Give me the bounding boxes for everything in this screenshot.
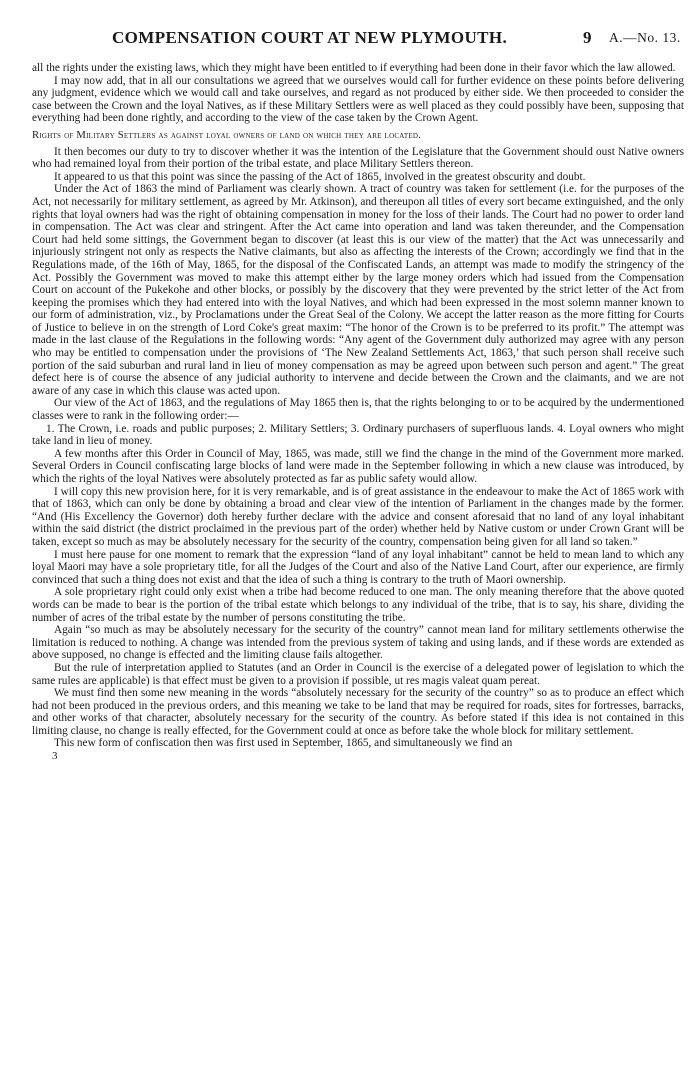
paragraph-7: A few months after this Order in Council of May, 1865, was made, still we find the change in the mind of the Government more marked. Several Orders in Council confiscating large blocks of land were made in the September following in which a new clause was introduced, by which the rights of the loyal Natives were absolutely protected as far as public safety would allow.: [32, 447, 684, 485]
paragraph-3: It then becomes our duty to try to discover whether it was the intention of the Legislature that the Government should oust Native owners who had remained loyal from their portion of the tribal estate, and place Military Settlers thereon.: [32, 145, 684, 171]
page-header: [0, 28, 700, 50]
paragraph-10: A sole proprietary right could only exist when a tribe had become reduced to one man. The only meaning therefore that the above quoted words can be made to bear is the portion of the tribal estate which belongs to any individual of the tribe, that is to say, his share, dividing the number of acres of the tribal estate by the number of persons constituting the tribe.: [32, 586, 684, 624]
paragraph-enumeration: 1. The Crown, i.e. roads and public purposes; 2. Military Settlers; 3. Ordinary purchasers of superfluous lands. 4. Loyal owners who might take land in lieu of money.: [32, 422, 684, 448]
section-heading: Rights of Military Settlers as against loyal owners of land on which they are located.: [32, 129, 422, 141]
paragraph-5: Under the Act of 1863 the mind of Parliament was clearly shown. A tract of country was taken for settlement (i.e. for the purposes of the Act, not necessarily for military settlement, as agreed by Mr. Atkinson), and thereupon all titles of every sort became extinguished, and the only rights that loyal owners had was the right of obtaining compensation in money for the loss of their lands. The Court had no power to order land in compensation. The Act was clear and stringent. After the Act came into operation and land was taken thereunder, and the Compensation Court had held some sittings, the Government began to discover (at least this is our view of the matter) that the Act was unnecessarily and injuriously stringent not only as respects the Native claimants, but also as affecting the interests of the Crown; accordingly we find that in the Regulations made, of the 16th of May, 1865, for the disposal of the Confiscated Lands, an attempt was made to modify the stringency of the Act. Possibly the Government was moved to make this attempt either by the large money orders which had issued from the Compensation Court on account of the Pukekohe and other blocks, or possibly by the discovery that they were prevented by the strict letter of the Act from keeping the promises which they had entered into with the loyal Natives, and which had been expressed in the most solemn manner known to our form of administration, viz., by Proclamations under the Great Seal of the Colony. We accept the latter reason as the more fitting for Courts of Justice to believe in on the strength of Lord Coke's great maxim: “The honor of the Crown is to be preferred to its profit.” The attempt was made in the last clause of the Regulations in the following words: “Any agent of the Government duly authorized may agree with any person who may be entitled to compensation under the provisions of ‘The New Zealand Settlements Act, 1863,’ that such person shall receive such portion of the said suburban and rural land in lieu of money compensation as may be agreed upon between such person and agent.” The great defect here is of course the absence of any judicial authority to intervene and decide between the Crown and the claimants, and we are not aware of any case in which this clause was acted upon.: [32, 183, 684, 397]
paragraph-13: We must find then some new meaning in the words “absolutely necessary for the security of the country” so as to produce an effect which had not been produced in the previous orders, and this meaning we take to be land that may be required for roads, sites for fortresses, barracks, and other works of that character, absolutely necessary for the security of the country. As before stated if this idea is not contained in this limiting clause, no change is really effected, for the Government could at once as before take the whole block for military settlement.: [32, 687, 684, 737]
document-body: [32, 62, 684, 1067]
signature-mark: 3: [52, 750, 58, 763]
paragraph-9: I must here pause for one moment to remark that the expression “land of any loyal inhabitant” cannot be held to mean land to which any loyal Maori may have a sole proprietary title, for all the Judges of the Court and also of the Native Land Court, after our experience, are firmly convinced that such a thing does not exist and that the idea of such a thing is contrary to the truth of Maori ownership.: [32, 548, 684, 586]
paragraph-14: This new form of confiscation then was first used in September, 1865, and simultaneously we find an: [54, 737, 513, 750]
paragraph-11: Again “so much as may be absolutely necessary for the security of the country” cannot mean land for military settlements otherwise the limitation is reduced to nothing. A change was intended from the previous system of taking and using lands, and if these words are extended as above supposed, no change is effected and the limiting clause fails altogether.: [32, 624, 684, 662]
paragraph-12: But the rule of interpretation applied to Statutes (and an Order in Council is the exercise of a delegated power of legislation to which the same rules are applicable) is that effect must be given to a provision if possible, ut res magis valeat quam pereat.: [32, 661, 684, 687]
paragraph-6: Our view of the Act of 1863, and the regulations of May 1865 then is, that the rights belonging to or to be acquired by the undermentioned classes were to rank in the following order:—: [32, 397, 684, 423]
paragraph-8: I will copy this new provision here, for it is very remarkable, and is of great assistance in the endeavour to make the Act of 1865 work with that of 1863, which can only be done by obtaining a broad and clear view of the intention of Parliament in the changes made by the former. “And (His Excellency the Governor) doth hereby further declare with the advice and consent aforesaid that no land of any loyal inhabitant within the said district (the district proclaimed in the previous part of the order) whether held by Native custom or under Crown Grant will be taken, except so much as may be absolutely necessary for the security of the country, compensation being given for all land so taken.”: [32, 485, 684, 548]
paragraph-4: It appeared to us that this point was since the passing of the Act of 1865, involved in the greatest obscurity and doubt.: [54, 170, 586, 183]
page-number: 9: [583, 28, 592, 47]
paragraph-1: all the rights under the existing laws, which they might have been entitled to if everything had been done in their favor which the law allowed.: [32, 62, 676, 74]
paragraph-2: I may now add, that in all our consultations we agreed that we ourselves would call for further evidence on these points before delivering any judgment, evidence which we would call and take ourselves, and regard as not produced by either side. We then proceeded to consider the case between the Crown and the loyal Natives, as if these Military Settlers were as well placed as they could possibly have been, supposing that everything had been done rightly, and according to the view of the case taken by the Crown Agent.: [32, 74, 684, 125]
document-reference: A.—No. 13.: [609, 30, 681, 45]
running-title: COMPENSATION COURT AT NEW PLYMOUTH.: [112, 28, 508, 47]
